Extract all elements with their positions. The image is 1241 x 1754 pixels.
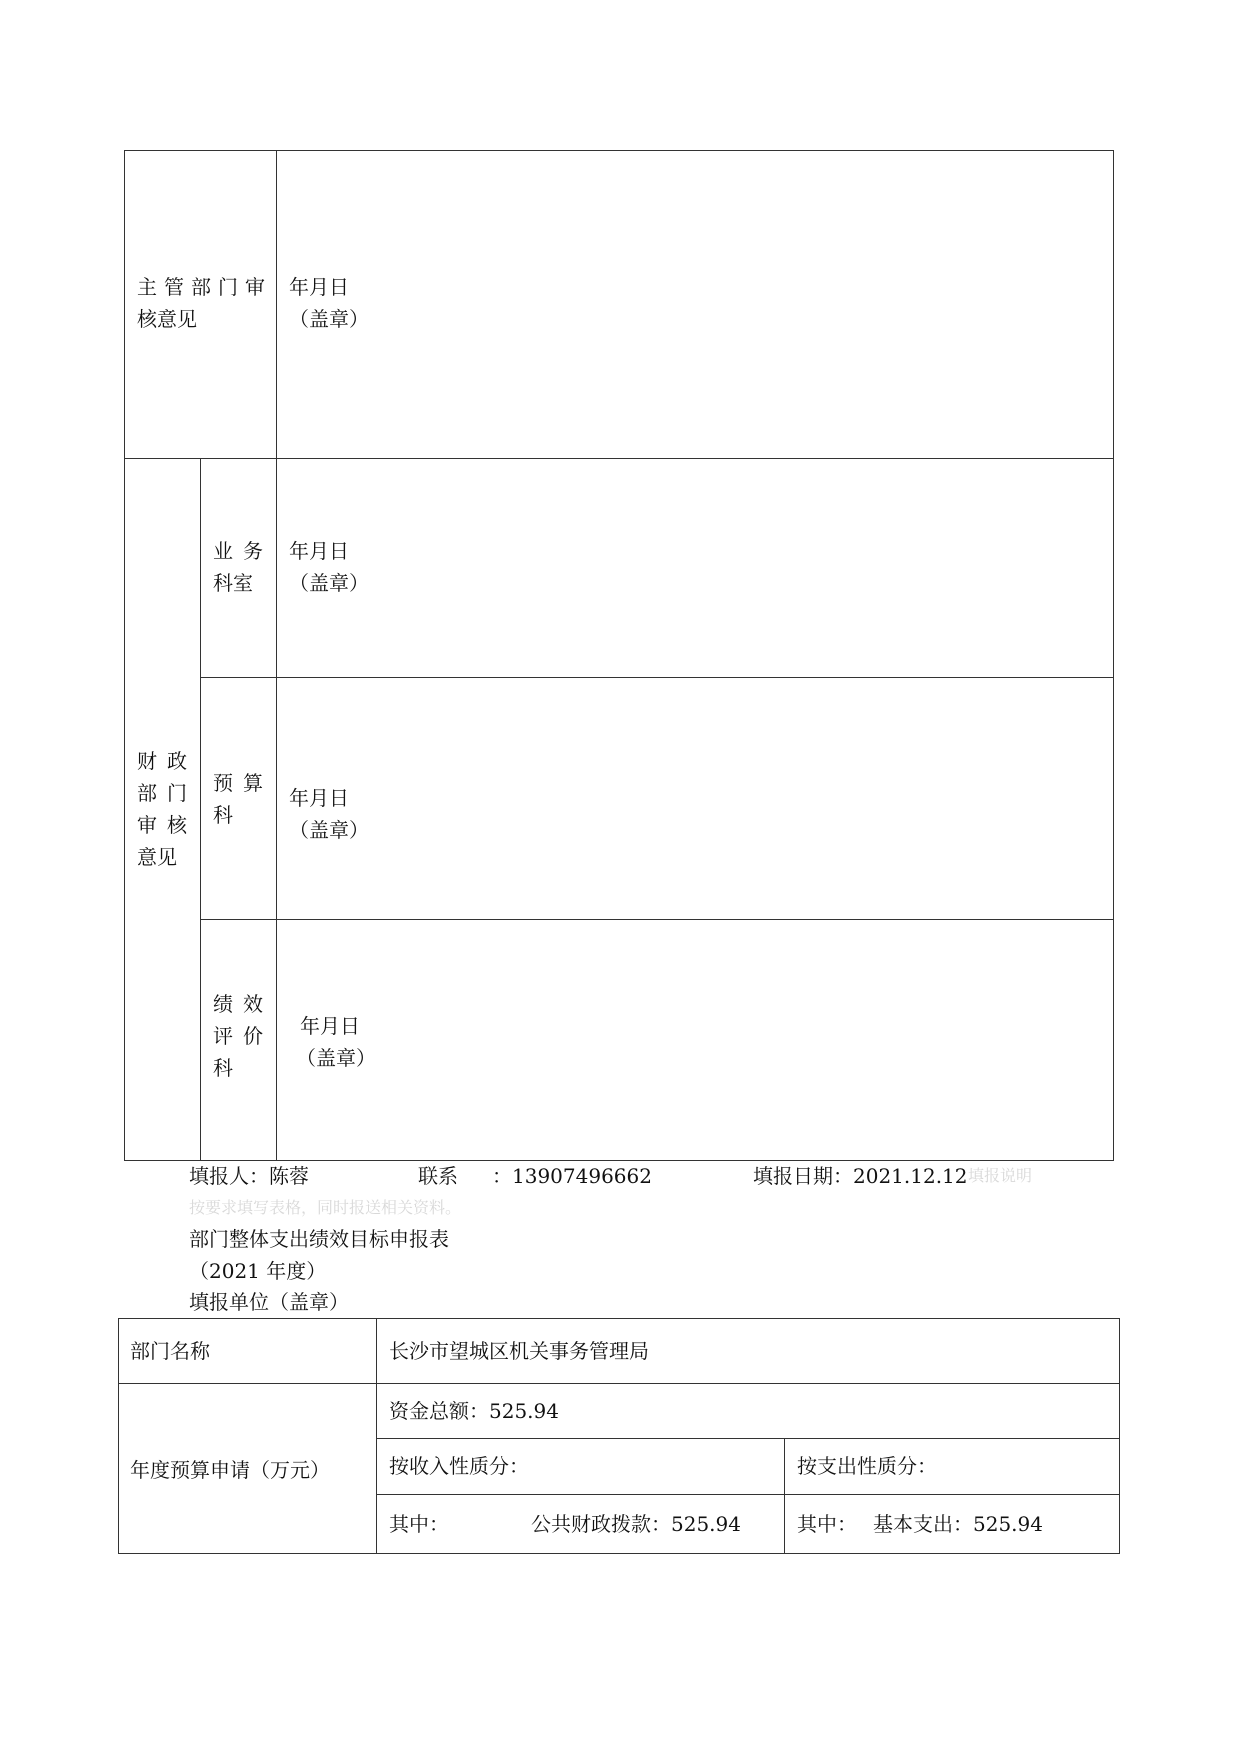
table-row-divider <box>118 1383 1120 1384</box>
table-border-left <box>118 1318 119 1554</box>
supervisor-date: 年月日 <box>289 275 349 299</box>
budget-office-date: 年月日 <box>289 786 349 810</box>
table-col-divider <box>276 150 277 1161</box>
faint-note: 按要求填写表格，同时报送相关资料。 <box>189 1198 462 1217</box>
table-row-divider <box>200 919 1114 920</box>
expense-of-which: 其中： <box>797 1512 857 1536</box>
table-row-divider <box>200 677 1114 678</box>
table-border-right <box>1113 150 1114 1161</box>
performance-office-date: 年月日 <box>300 1014 360 1038</box>
performance-office-label: 科 <box>213 1056 233 1080</box>
budget-office-label: 科 <box>213 803 233 827</box>
table-border-top <box>124 150 1114 151</box>
table-border-left <box>124 150 125 1161</box>
supervisor-seal: （盖章） <box>289 307 369 331</box>
business-office-label: 科室 <box>213 571 253 595</box>
income-of-which: 其中： <box>389 1512 449 1536</box>
by-income-label: 按收入性质分： <box>389 1454 529 1478</box>
budget-office-label: 预算 <box>213 771 273 795</box>
basic-expenditure: 基本支出：525.94 <box>873 1512 1043 1536</box>
table-col-divider <box>200 458 201 1161</box>
business-office-date: 年月日 <box>289 539 349 563</box>
performance-office-seal: （盖章） <box>296 1046 376 1070</box>
form-title: 部门整体支出绩效目标申报表 <box>189 1227 449 1251</box>
table-col-divider <box>376 1318 377 1554</box>
filler-name: 填报人：陈蓉 <box>189 1164 309 1188</box>
faint-note: 填报说明 <box>968 1166 1033 1185</box>
table-col-divider <box>784 1438 785 1554</box>
budget-office-seal: （盖章） <box>289 818 369 842</box>
table-border-right <box>1119 1318 1120 1554</box>
table-row-divider <box>376 1438 1120 1439</box>
finance-label-line: 审核 <box>137 813 197 837</box>
by-expense-label: 按支出性质分： <box>797 1454 937 1478</box>
dept-name-value: 长沙市望城区机关事务管理局 <box>389 1339 649 1363</box>
performance-office-label: 评价 <box>213 1024 273 1048</box>
dept-name-label: 部门名称 <box>130 1339 210 1363</box>
supervisor-label-line2: 核意见 <box>137 307 197 331</box>
total-funds: 资金总额：525.94 <box>389 1399 559 1423</box>
budget-request-label: 年度预算申请（万元） <box>130 1458 330 1482</box>
performance-office-label: 绩效 <box>213 992 273 1016</box>
form-year: （2021 年度） <box>189 1259 327 1283</box>
table-border-top <box>118 1318 1120 1319</box>
contact-phone: ：13907496662 <box>492 1164 652 1188</box>
table-row-divider <box>376 1494 1120 1495</box>
finance-label-line: 意见 <box>137 845 177 869</box>
table-border-bottom <box>118 1553 1120 1554</box>
public-finance-allocation: 公共财政拨款：525.94 <box>531 1512 741 1536</box>
business-office-seal: （盖章） <box>289 571 369 595</box>
business-office-label: 业务 <box>213 539 273 563</box>
reporting-unit-label: 填报单位（盖章） <box>189 1290 349 1314</box>
contact-label: 联系 <box>418 1164 458 1188</box>
finance-label-line: 部门 <box>137 781 197 805</box>
supervisor-label-line1: 主管部门审 <box>137 275 272 299</box>
finance-label-line: 财政 <box>137 749 197 773</box>
table-row-divider <box>124 458 1114 459</box>
report-date: 填报日期：2021.12.12 <box>753 1164 968 1188</box>
